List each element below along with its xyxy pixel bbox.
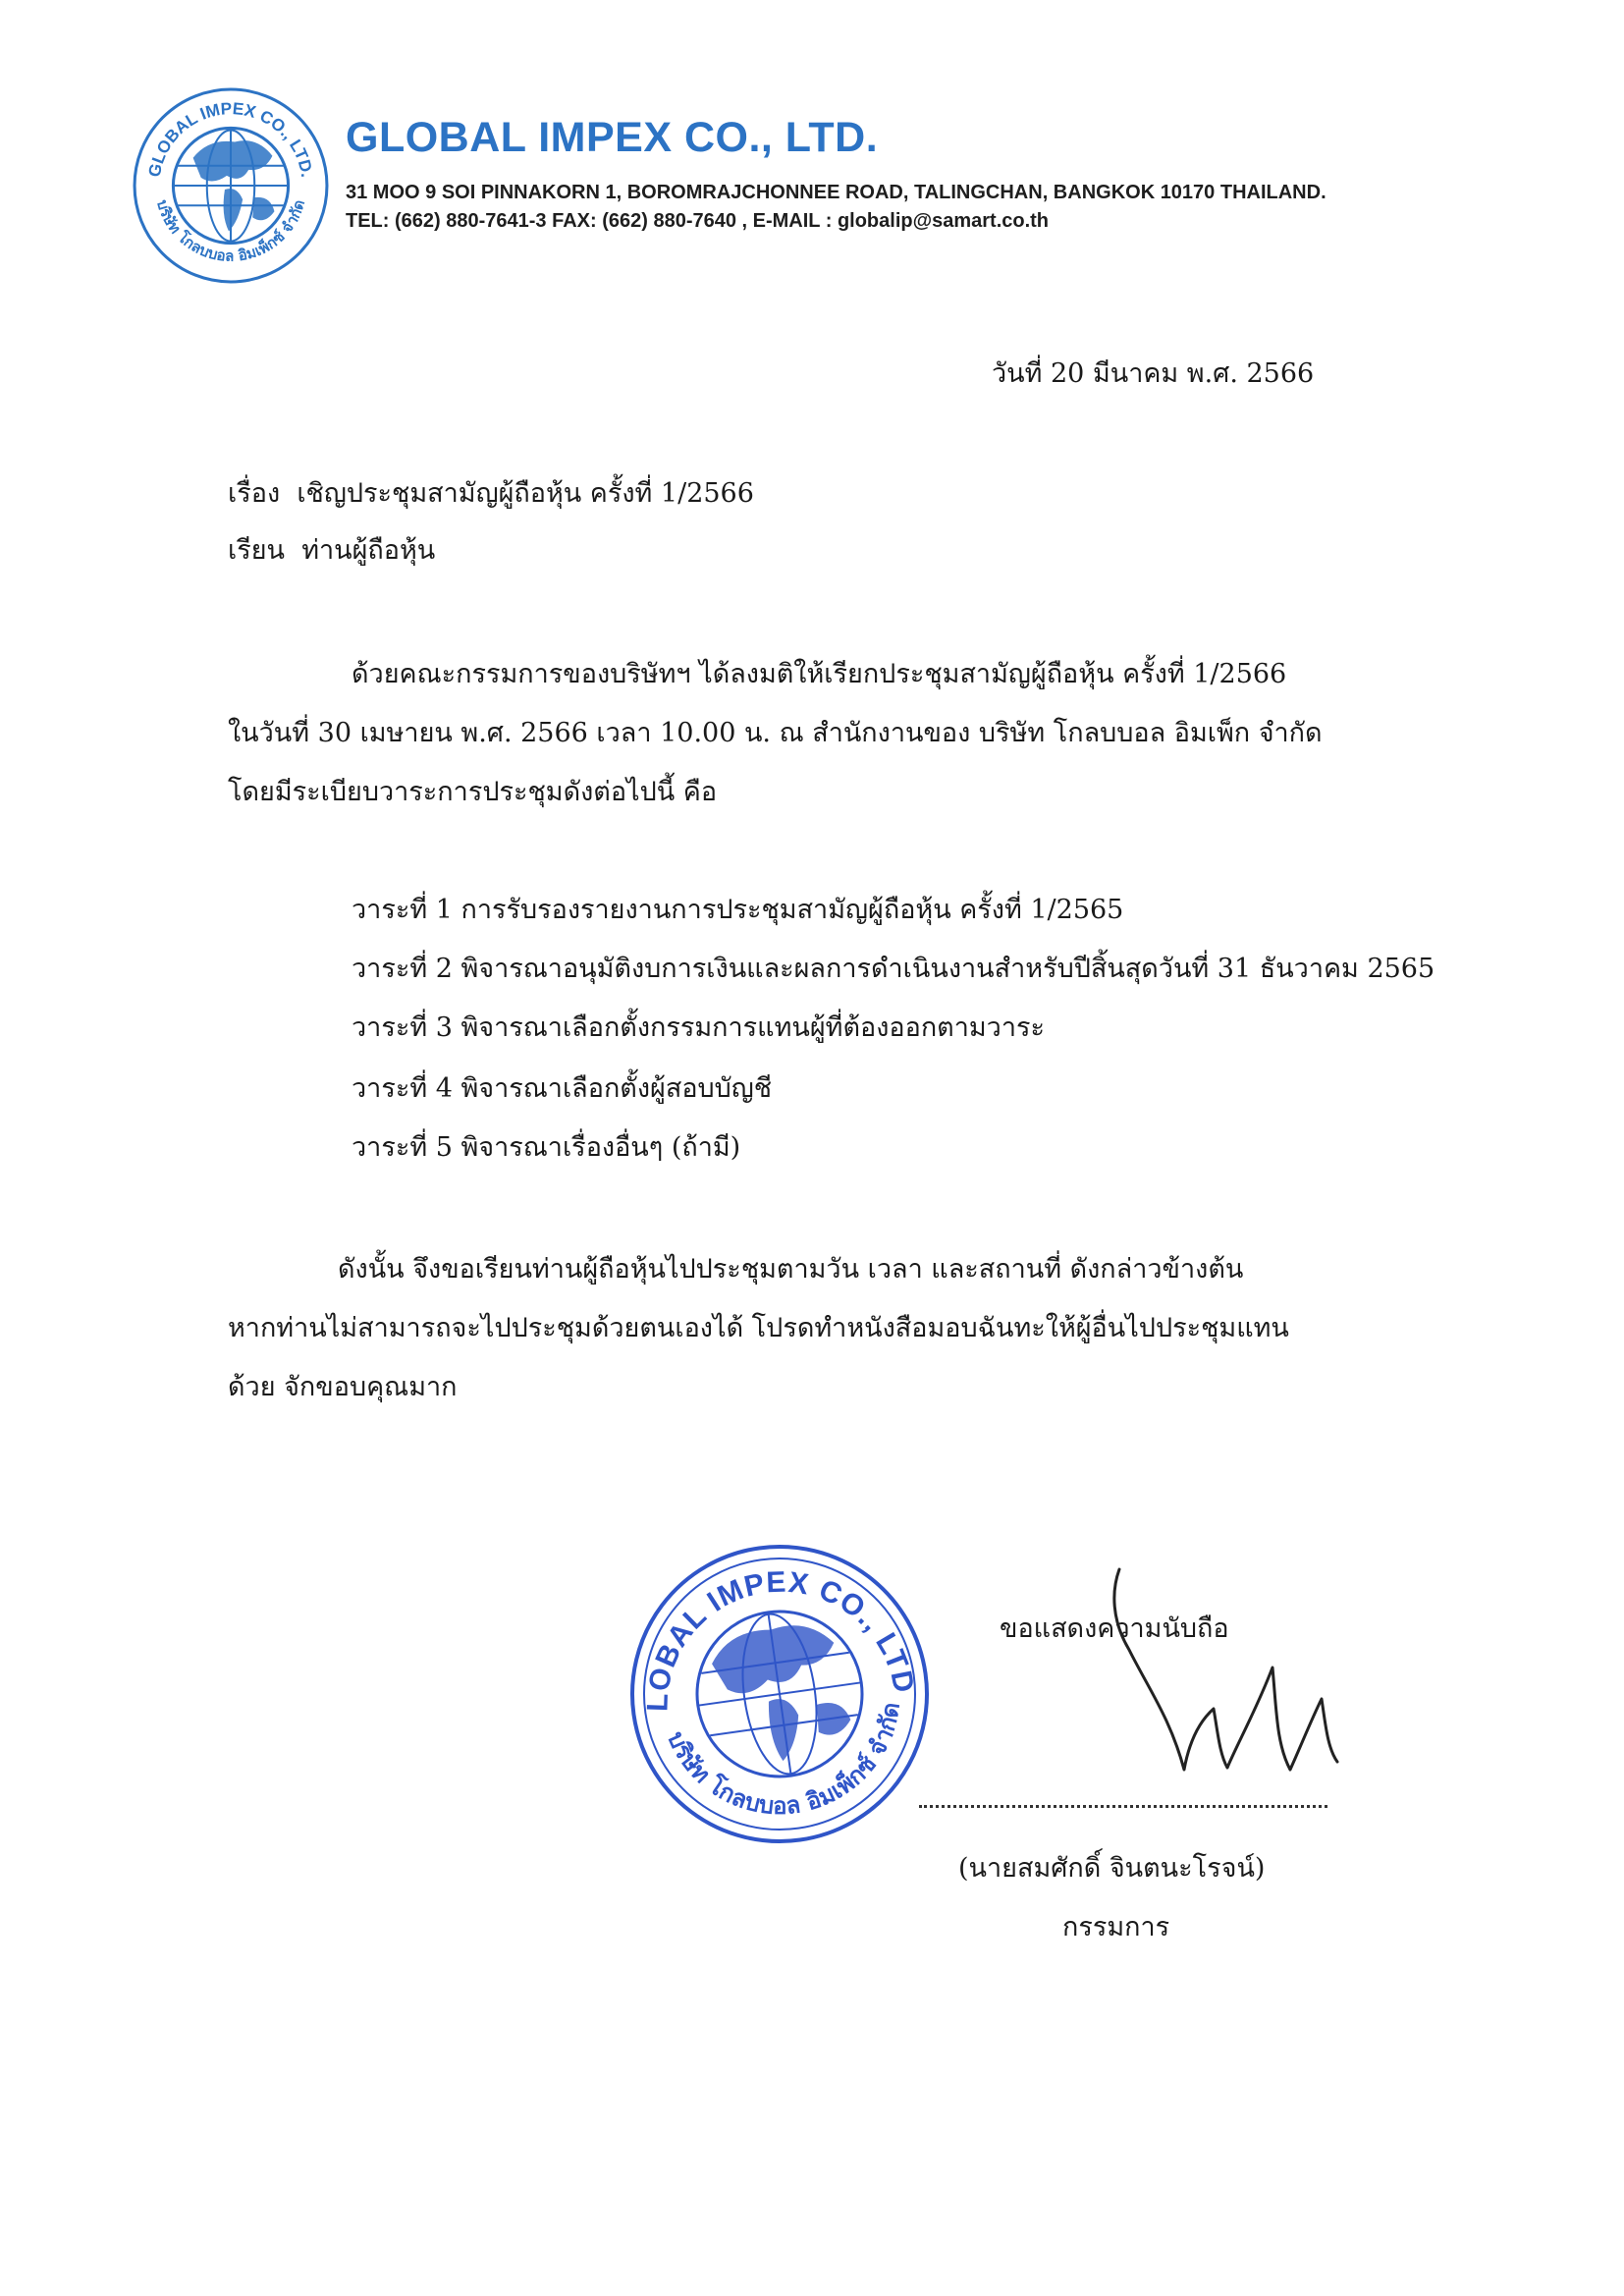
handwritten-signature-icon xyxy=(1090,1552,1355,1787)
agenda-item: วาระที่ 1 การรับรองรายงานการประชุมสามัญผู้ถือหุ้น ครั้งที่ 1/2565 xyxy=(352,895,1124,925)
complimentary-close: ขอแสดงความนับถือ xyxy=(1000,1613,1229,1644)
closing-line: ด้วย จักขอบคุณมาก xyxy=(228,1372,458,1402)
salutation-line xyxy=(228,528,435,571)
company-seal-icon xyxy=(623,1537,937,1851)
company-contact: TEL: (662) 880-7641-3 FAX: (662) 880-7640 , E-MAIL : globalip@samart.co.th xyxy=(346,210,1050,232)
intro-line: โดยมีระเบียบวาระการประชุมดังต่อไปนี้ คือ xyxy=(228,777,718,807)
agenda-item: วาระที่ 2 พิจารณาอนุมัติงบการเงินและผลการดำเนินงานสำหรับปีสิ้นสุดวันที่ 31 ธันวาคม 2565 xyxy=(352,954,1435,984)
seal-ring-text-th: บริษัท โกลบบอล อิมเพ็กซ์ จำกัด xyxy=(662,1700,905,1820)
company-address: 31 MOO 9 SOI PINNAKORN 1, BOROMRAJCHONNEE ROAD, TALINGCHAN, BANGKOK 10170 THAILAND. xyxy=(346,182,1326,203)
intro-line: ในวันที่ 30 เมษายน พ.ศ. 2566 เวลา 10.00 น. ณ สำนักงานของ บริษัท โกลบบอล อิมเพ็ก จำกัด xyxy=(228,718,1323,748)
intro-line: ด้วยคณะกรรมการของบริษัทฯ ได้ลงมติให้เรียกประชุมสามัญผู้ถือหุ้น ครั้งที่ 1/2566 xyxy=(352,659,1287,689)
signature-line xyxy=(919,1805,1327,1808)
agenda-item: วาระที่ 5 พิจารณาเรื่องอื่นๆ (ถ้ามี) xyxy=(352,1132,741,1163)
logo-ring-text-en: GLOBAL IMPEX CO., LTD. xyxy=(143,98,318,179)
logo-ring-text-th: บริษัท โกลบบอล อิมเพ็กซ์ จำกัด xyxy=(152,197,309,265)
seal-ring-text-en: GLOBAL IMPEX CO., LTD. xyxy=(641,1565,921,1713)
closing-line: หากท่านไม่สามารถจะไปประชุมด้วยตนเองได้ โปรดทำหนังสือมอบฉันทะให้ผู้อื่นไปประชุมแทน xyxy=(228,1313,1289,1343)
signer-name: (นายสมศักดิ์ จินตนะโรจน์) xyxy=(958,1853,1266,1884)
globe-logo-icon xyxy=(132,86,330,285)
subject-line xyxy=(228,471,754,514)
agenda-item: วาระที่ 4 พิจารณาเลือกตั้งผู้สอบบัญชี xyxy=(352,1073,773,1104)
signer-title: กรรมการ xyxy=(1062,1912,1170,1942)
closing-line: ดังนั้น จึงขอเรียนท่านผู้ถือหุ้นไปประชุมตามวัน เวลา และสถานที่ ดังกล่าวข้างต้น xyxy=(338,1254,1244,1285)
subject-text: เชิญประชุมสามัญผู้ถือหุ้น ครั้งที่ 1/2566 xyxy=(297,478,754,509)
agenda-item: วาระที่ 3 พิจารณาเลือกตั้งกรรมการแทนผู้ที่ต้องออกตามวาระ xyxy=(352,1012,1045,1043)
company-name: GLOBAL IMPEX CO., LTD. xyxy=(346,114,879,161)
salutation-text: ท่านผู้ถือหุ้น xyxy=(301,535,436,566)
subject-label: เรื่อง xyxy=(228,478,281,509)
letter-date: วันที่ 20 มีนาคม พ.ศ. 2566 xyxy=(992,358,1315,389)
salutation-label: เรียน xyxy=(228,535,286,566)
